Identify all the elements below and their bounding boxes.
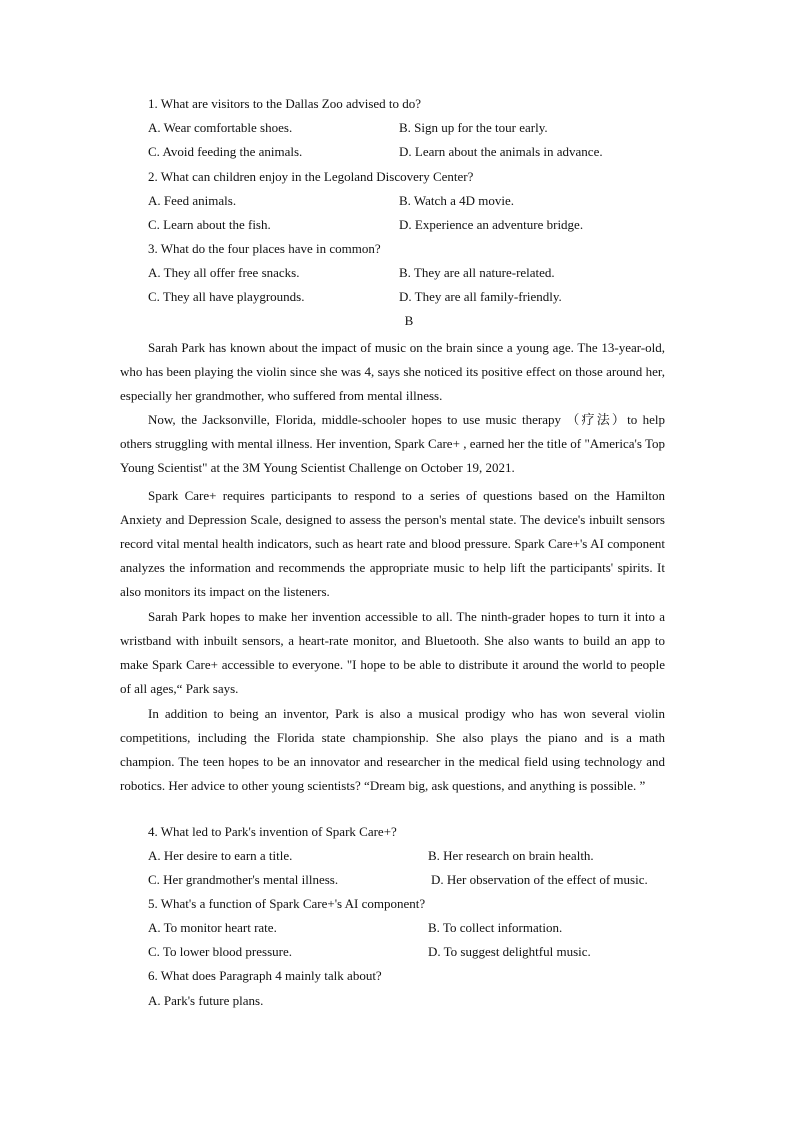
question-4-option-b: B. Her research on brain health. — [428, 848, 594, 863]
section-heading: B — [404, 313, 414, 328]
question-1-option-a: A. Wear comfortable shoes. — [148, 120, 293, 135]
question-1-option-b: B. Sign up for the tour early. — [399, 120, 548, 135]
question-2-option-b: B. Watch a 4D movie. — [399, 193, 514, 208]
question-3-option-c: C. They all have playgrounds. — [148, 289, 305, 304]
question-4: 4. What led to Park's invention of Spark Care+? — [148, 824, 397, 839]
question-3: 3. What do the four places have in common? — [148, 241, 381, 256]
passage-paragraph-5: In addition to being an inventor, Park is also a musical prodigy who has won several violin competitions, including the Florida state championship. She also plays the piano and is a math champion. The teen hopes to be an innovator and researcher in the medical field using technology and robotics. Her advice to other young scientists? “Dream big, ask questions, and anything is possible. ” — [120, 706, 665, 794]
passage-paragraph-1: Sarah Park has known about the impact of music on the brain since a young age. The 13-year-old, who has been playing the violin since she was 4, says she noticed its positive effect on those around her, especially her grandmother, who suffered from mental illness. — [120, 340, 665, 404]
question-2: 2. What can children enjoy in the Legoland Discovery Center? — [148, 169, 474, 184]
question-2-option-c: C. Learn about the fish. — [148, 217, 271, 232]
question-1: 1. What are visitors to the Dallas Zoo advised to do? — [148, 96, 422, 111]
question-5-option-c: C. To lower blood pressure. — [148, 944, 292, 959]
passage-paragraph-3: Spark Care+ requires participants to respond to a series of questions based on the Hamilton Anxiety and Depression Scale, designed to assess the person's mental state. The device's inbuilt sensors record vital mental health indicators, such as heart rate and blood pressure. Spark Care+'s AI component analyzes the information and recommends the appropriate music to help lift the participants' spirits. It also monitors its impact on the listeners. — [120, 488, 665, 600]
question-4-option-c: C. Her grandmother's mental illness. — [148, 872, 339, 887]
question-5-option-a: A. To monitor heart rate. — [148, 920, 277, 935]
question-3-option-a: A. They all offer free snacks. — [148, 265, 300, 280]
passage-paragraph-2: Now, the Jacksonville, Florida, middle-schooler hopes to use music therapy （疗法）to help others struggling with mental illness. Her invention, Spark Care+ , earned her the title of "America's Top Young Scientist" at the 3M Young Scientist Challenge on October 19, 2021. — [120, 412, 665, 476]
passage-paragraph-4: Sarah Park hopes to make her invention accessible to all. The ninth-grader hopes to turn it into a wristband with inbuilt sensors, a heart-rate monitor, and Bluetooth. She also wants to build an app to make Spark Care+ accessible to everyone. "I hope to be able to distribute it around the world to people of all ages,“ Park says. — [120, 609, 665, 697]
question-3-option-d: D. They are all family-friendly. — [399, 289, 562, 304]
question-2-option-a: A. Feed animals. — [148, 193, 237, 208]
question-1-option-c: C. Avoid feeding the animals. — [148, 144, 303, 159]
question-2-option-d: D. Experience an adventure bridge. — [399, 217, 584, 232]
question-1-option-d: D. Learn about the animals in advance. — [399, 144, 603, 159]
question-5-option-b: B. To collect information. — [428, 920, 563, 935]
question-5-option-d: D. To suggest delightful music. — [428, 944, 591, 959]
question-5: 5. What's a function of Spark Care+'s AI component? — [148, 896, 426, 911]
question-4-option-a: A. Her desire to earn a title. — [148, 848, 293, 863]
question-4-option-d: D. Her observation of the effect of music. — [431, 872, 648, 887]
question-6: 6. What does Paragraph 4 mainly talk about? — [148, 968, 382, 983]
question-6-option-a: A. Park's future plans. — [148, 993, 264, 1008]
question-3-option-b: B. They are all nature-related. — [399, 265, 555, 280]
